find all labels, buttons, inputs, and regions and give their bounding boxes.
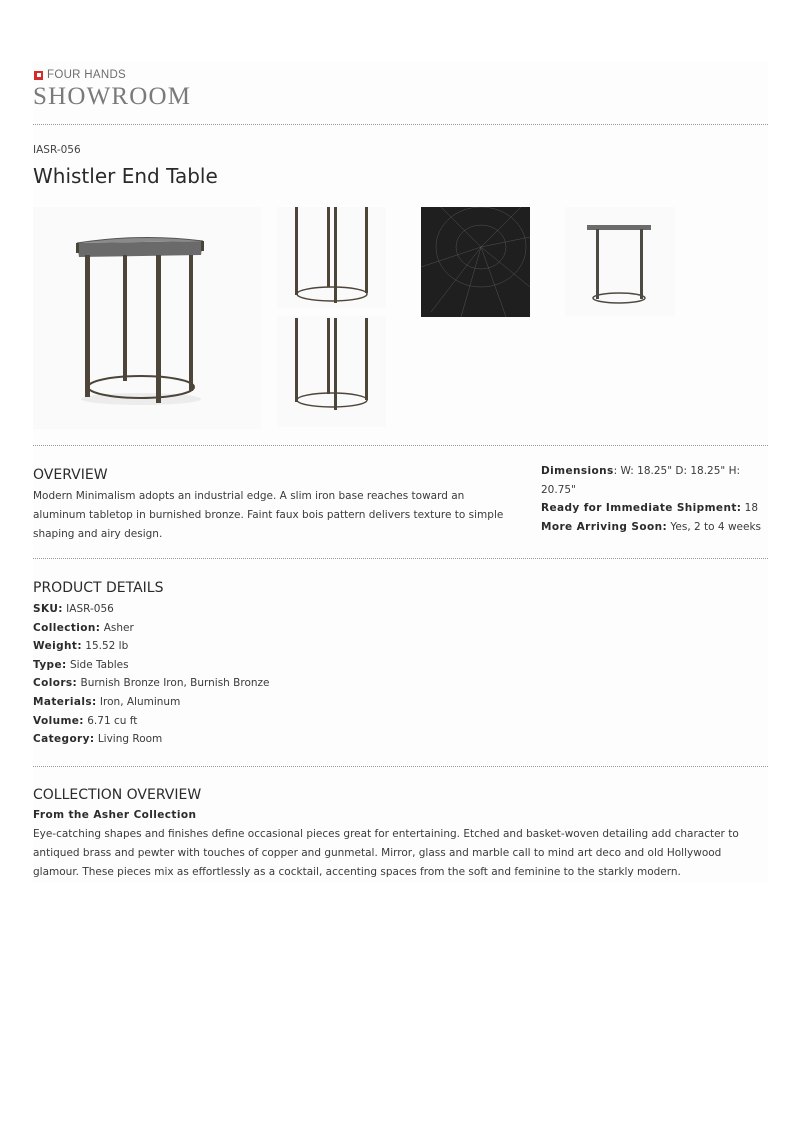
detail-legs-bottom-image[interactable]	[277, 316, 386, 427]
detail-value: Living Room	[94, 733, 163, 746]
detail-label: Colors:	[33, 677, 78, 690]
detail-value: IASR-056	[62, 603, 114, 615]
detail-value: 6.71 cu ft	[83, 714, 138, 727]
product-sku: IASR-056	[33, 144, 81, 156]
overview-heading: OVERVIEW	[33, 467, 108, 483]
divider	[33, 445, 768, 446]
arriving-soon-row	[541, 518, 771, 537]
detail-label: Weight:	[33, 640, 82, 653]
detail-row-volume	[33, 712, 433, 731]
page-title: Whistler End Table	[33, 164, 218, 188]
side-view-image[interactable]	[565, 207, 675, 316]
brand-square-icon	[34, 71, 43, 80]
specs-block	[541, 462, 771, 536]
ready-shipment-label: Ready for Immediate Shipment:	[541, 502, 742, 515]
divider	[33, 124, 768, 125]
brand-logo	[34, 69, 126, 81]
detail-label: SKU:	[33, 603, 63, 615]
detail-row-weight	[33, 637, 433, 656]
detail-value: Side Tables	[66, 658, 129, 671]
detail-label: Materials:	[33, 695, 97, 708]
detail-label: Type:	[33, 658, 67, 671]
collection-subheading-text: From the Asher Collection	[33, 809, 197, 821]
detail-value: 15.52 lb	[81, 640, 129, 653]
overview-text: Modern Minimalism adopts an industrial edge. A slim iron base reaches toward an aluminum tabletop in burnished bronze. Faint faux bois pattern delivers texture to simple shaping and airy design.	[33, 490, 504, 540]
dimensions-label: Dimensions	[541, 465, 614, 477]
product-details-list	[33, 600, 433, 749]
product-details-heading: PRODUCT DETAILS	[33, 580, 164, 596]
detail-row-type	[33, 656, 433, 675]
brand-showroom: SHOWROOM	[33, 83, 192, 110]
detail-row-category	[33, 730, 433, 749]
detail-row-colors	[33, 674, 433, 693]
collection-overview-text: Eye-catching shapes and finishes define occasional pieces great for entertaining. Etched and basket-woven detailing add character to antiqued brass and pewter with touches of copper and gunmetal. Mirror, glass and marble call to mind art deco and old Hollywood glamour. These pieces mix as effortlessly as a cocktail, accenting spaces from the soft and feminine to the starkly modern.	[33, 828, 739, 878]
ready-shipment-row	[541, 499, 771, 518]
divider	[33, 558, 768, 559]
detail-row-materials	[33, 693, 433, 712]
arriving-soon-value: Yes, 2 to 4 weeks	[667, 520, 761, 533]
detail-label: Volume:	[33, 714, 84, 727]
dimensions-row	[541, 462, 771, 499]
divider	[33, 766, 768, 767]
detail-value: Asher	[100, 621, 134, 634]
main-product-image[interactable]	[33, 207, 261, 429]
detail-row-collection	[33, 619, 433, 638]
detail-legs-top-image[interactable]	[277, 207, 386, 308]
detail-label: Collection:	[33, 621, 101, 634]
detail-value: Burnish Bronze Iron, Burnish Bronze	[77, 677, 270, 690]
brand-name: FOUR HANDS	[47, 69, 127, 81]
detail-row-sku	[33, 600, 433, 619]
ready-shipment-value: 18	[741, 502, 759, 515]
collection-overview-heading: COLLECTION OVERVIEW	[33, 787, 202, 803]
detail-value: Iron, Aluminum	[96, 695, 181, 708]
detail-label: Category:	[33, 733, 95, 746]
dimensions-value: : W: 18.25" D: 18.25" H: 20.75"	[541, 465, 741, 496]
arriving-soon-label: More Arriving Soon:	[541, 520, 668, 533]
tabletop-texture-image[interactable]	[421, 207, 530, 317]
collection-subheading	[33, 806, 196, 825]
